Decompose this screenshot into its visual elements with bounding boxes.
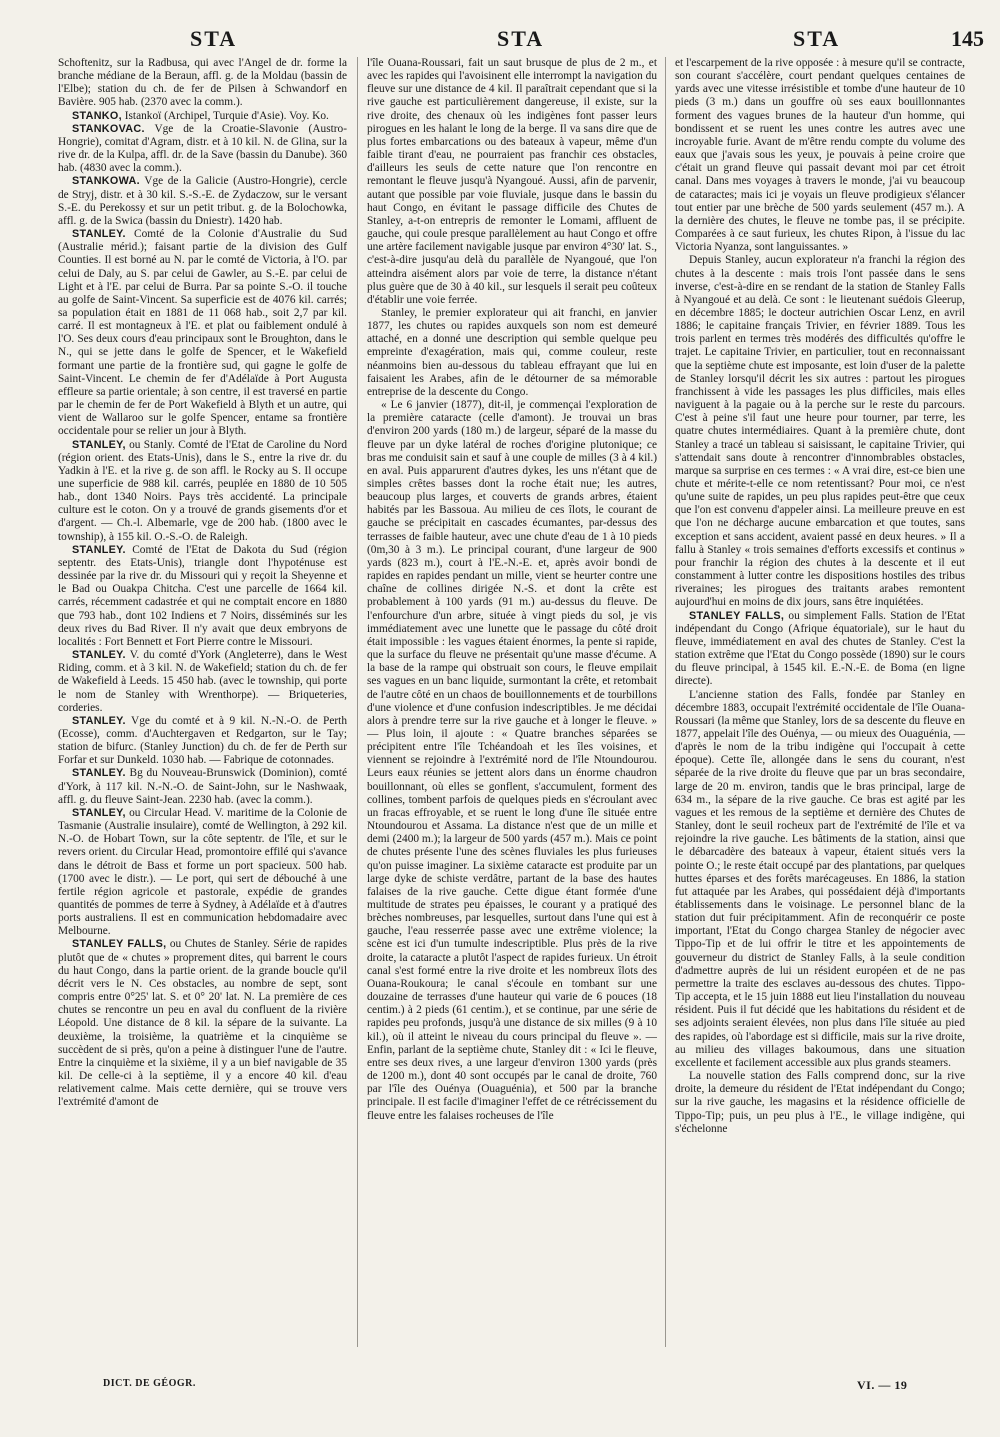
entry-paragraph: [58, 767, 347, 806]
entry-text: « Le 6 janvier (1877), dit-il, je commençai l'exploration de la première cataracte (celle d'amont). Je trouvai un bras d'environ 200 yards (180 m.) de largeur, séparé de la masse du fleuve par un dyke latéral de roches d'origine plutonique; ce bras me conduisit sain et sauf à une couple de milles (3 à 4 kil.) en aval. Puis apparurent d'autres dykes, les uns n'étant que de simples crêtes basses dont la roche était nue; les autres, beaucoup plus larges, et couverts de grands arbres, étaient habités par les Bassoua. Au milieu de ces îlots, le courant de gauche se précipitait en cascades écumantes, par-dessus des terrasses de faible hauteur, avec une chute d'eau de 1 à 10 pieds (0m,30 à 3 m.). Le principal courant, d'une largeur de 900 yards (823 m.), court à l'E.-N.-E. et, après avoir bondi de rapides en rapides pendant un mille, vient se heurter contre une chaîne de collines dirigée N.-S. et dont la crête est probablement à 100 yards (91 m.) au-dessus du fleuve. De l'enfourchure d'un arbre, située à vingt pieds du sol, je vis immédiatement avec une lunette que le passage du côté droit était impossible : les vagues étaient énormes, la pente si rapide, que la surface du fleuve ne présentait qu'une masse d'écume. A la base de la rampe qui obstruait son cours, le fleuve empilait ses vagues en un banc liquide, surmontant la crête, et retombait de l'autre côté en un chaos de bouillonnements et de tourbillons d'une violence et d'une confusion indescriptibles. Je me décidai alors à prendre terre sur la rive gauche et à longer le fleuve. » — Plus loin, il ajoute : « Quatre branches séparées se précipitent entre l'île Tchéandoah et les îles voisines, et viennent se rejoindre à l'extrémité nord de l'île Ntoundourou. Leurs eaux réunies se jettent alors dans un énorme chaudron bouillonnant, où elles se gonflent, s'accumulent, forment des collines, tombent parfois de quelques pieds en s'écroulant avec un fracas effroyable, et se ruent le long d'une île située entre Ntoundourou et Assama. La distance n'est que de un mille et demi (2400 m.); la largeur de 500 yards (457 m.). Mais ce point de chutes présente l'une des scènes fluviales les plus furieuses qu'on puisse imaginer. La sixième cataracte est produite par un large dyke de schiste verdâtre, partant de la base des hautes falaises de la rive gauche. Cette digue étant formée d'une multitude de strates peu épaisses, le courant y a pratiqué des brèches nombreuses, par lesquelles, surtout dans l'une qui est à gauche, l'eau resserrée passe avec une extrême violence; la scène est ici d'un tumulte indescriptible. Plus près de la rive droite, la cataracte a plutôt l'aspect de rapides furieux. Un étroit canal s'est formé entre la rive droite et les nombreux îlots des Ouana-Roukoura; le canal s'écoule en tombant sur une douzaine de terrasses d'une hauteur qui varie de 6 pouces (18 centim.) à 2 pieds (61 centim.), et se continue, par une série de rapides peu profonds, jusqu'à une distance de six milles (9 à 10 kil.), où il atteint le niveau du cours principal du fleuve ». — Enfin, parlant de la septième chute, Stanley dit : « Ici le fleuve, entre ses deux rives, a une largeur d'environ 1300 yards (près de 1200 m.), dont 40 sont occupés par le canal de droite, 760 par l'île des Ouénya (Ouaguénia), et 500 par la branche principale. Il est facile d'imaginer l'effet de ce rétrécissement du fleuve entre les falaises rocheuses de l'île: [367, 399, 657, 1122]
entry-paragraph: [675, 689, 965, 1071]
entry-text: ou simplement Falls. Station de l'Etat indépendant du Congo (Afrique équatoriale), sur le haut du fleuve, immédiatement en aval des chutes de Stanley. C'est la station extrême que l'Etat du Congo possède (1890) sur le cours du fleuve principal, à 1545 kil. E.-N.-E. de Boma (en ligne directe).: [675, 609, 965, 688]
entry-paragraph: [58, 807, 347, 939]
entry-headword: STANLEY.: [72, 543, 126, 556]
entry-paragraph: [58, 175, 347, 228]
entry-text: Bg du Nouveau-Brunswick (Dominion), comté d'York, à 117 kil. N.-N.-O. de Saint-John, sur le Nashwaak, affl. g. du fleuve Saint-Jean. 2230 hab. (avec la comm.).: [58, 767, 347, 806]
entry-paragraph: [367, 57, 657, 307]
entry-text: Comté de la Colonie d'Australie du Sud (Australie mérid.); faisant partie de la division des Gulf Counties. Il est borné au N. par le comté de Victoria, à l'O. par celui de Daly, au S. par celui de Gawler, au S.-E. par celui de Light et à l'E. par celui de Burra. Par sa pointe S.-O. il touche au golfe de Saint-Vincent. Sa superficie est de 4076 kil. carrés; sa population était en 1881 de 11 068 hab., soit 2,7 par kil. carré. Il est montagneux à l'E. et plat ou faiblement ondulé à l'O. Ses deux cours d'eau principaux sont le Broughton, dans le N., qui se jette dans le golfe de Spencer, et le Wakefield formant une partie de la frontière sud, qui gagne le golfe de Saint-Vincent. Le chemin de fer d'Adélaïde à Port Augusta effleure sa partie orientale; à son centre, il est traversé en partie par le chemin de fer de Port Wakefield à Blyth et un autre, qui vient de Wallaroo sur le golfe Spencer, entame sa frontière occidentale pour se relier un jour à Blyth.: [58, 228, 347, 438]
entry-headword: STANLEY,: [72, 438, 126, 451]
entry-text: et l'escarpement de la rive opposée : à mesure qu'il se contracte, son courant s'accélère, court pendant quelques centaines de yards avec une vitesse irrésistible et tombe d'une hauteur de 10 pieds (3 m.) dans un gouffre où ses eaux bouillonnantes forment des vagues brunes de la hauteur d'un homme, qui bondissent et se ruent les unes contre les autres avec une incroyable furie. Avant de m'être rendu compte du volume des eaux que j'avais sous les yeux, je pouvais à peine croire que c'était un grand fleuve qui passait devant moi par cet étroit canal. Dans mes voyages à travers le monde, j'ai vu beaucoup de cataractes; mais ici je voyais un fleuve prodigieux s'élancer tout entier par une brèche de 500 yards seulement (457 m.). A la dernière des chutes, le fleuve ne tombe pas, il se précipite. Comparées à ce saut furieux, les chutes Ripon, à l'issue du lac Victoria Nyanza, sont languissantes. »: [675, 57, 965, 254]
entry-paragraph: [58, 715, 347, 768]
entry-text: ou Circular Head. V. maritime de la Colonie de Tasmanie (Australie insulaire), comté de Wellington, à 292 kil. N.-O. de Hobart Town, sur la côte septentr. de l'île, et sur le revers orient. du Circular Head, promontoire effilé qui s'avance dans le détroit de Bass et forme un port spacieux. 500 hab. (1700 avec le distr.). — Le port, qui sert de débouché à une fertile région agricole et pastorale, expédie de grandes quantités de pommes de terre à Sydney, à Adélaïde et à d'autres ports australiens. Il est en communication hebdomadaire avec Melbourne.: [58, 806, 347, 938]
text-column-1: [58, 57, 347, 1355]
entry-text: V. du comté d'York (Angleterre), dans le West Riding, comm. et à 3 kil. N. de Wakefield; station du ch. de fer de Wakefield à Leeds. 15 450 hab. (avec le township, qui porte le nom de Stanley with Wrenthorpe). — Briqueteries, corderies.: [58, 649, 347, 714]
entry-headword: STANKO,: [72, 109, 122, 122]
running-head-left: STA: [190, 26, 238, 51]
entry-headword: STANLEY.: [72, 767, 126, 780]
entry-paragraph: [58, 938, 347, 1109]
running-head-right: STA: [793, 26, 841, 51]
entry-text: Vge de la Galicie (Austro-Hongrie), cercle de Stryj, distr. et à 30 kil. S.-S.-E. de Zydaczow, sur le versant S.-E. du Perekossy et sur un petit tribut. g. de la Bolochowka, affl. g. de la Swica (bassin du Dniestr). 1420 hab.: [58, 175, 347, 227]
entry-text: Vge de la Croatie-Slavonie (Austro-Hongrie), comitat d'Agram, distr. et à 10 kil. N. de Glina, sur la rive dr. de la Kulpa, affl. dr. de la Save (bassin du Danube). 360 hab. (4830 avec la comm.).: [58, 122, 347, 175]
entry-paragraph: [58, 57, 347, 110]
entry-paragraph: [675, 57, 965, 254]
column-rule-1: [357, 57, 358, 1347]
entry-text: l'île Ouana-Roussari, fait un saut brusque de plus de 2 m., et avec les rapides qui l'avoisinent elle interrompt la navigation du fleuve sur une distance de 4 kil. Il paraîtrait cependant que si la rive gauche est particulièrement dangereuse, il existe, sur la rive droite, des chenaux où les indigènes font passer leurs pirogues en les halant le long de la berge. Il va sans dire que de plus fortes embarcations ou des bateaux à vapeur, même d'un faible tirant d'eau, ne pourraient pas franchir ces obstacles, d'ailleurs les seuls de cette nature que l'on rencontre en remontant le fleuve jusqu'à Nyangoué. Aussi, afin de parvenir, autant que possible par voie fluviale, jusque dans le bassin du haut Congo, en évitant le passage difficile des Chutes de Stanley, a-t-on entrepris de remonter le Lomami, affluent de gauche, qui coule presque parallèlement au haut Congo et offre une artère facilement navigable jusque par environ 4°30' lat. S., c'est-à-dire jusqu'au delà du parallèle de Nyangoué, que l'on atteindra aisément alors par voie de terre, la distance n'étant plus guère que de 30 à 40 kil., sur lesquels il serait peu coûteux d'établir une voie ferrée.: [367, 57, 657, 306]
entry-headword: STANLEY.: [72, 649, 126, 662]
entry-paragraph: [58, 439, 347, 544]
entry-headword: STANLEY.: [72, 714, 126, 727]
entry-text: Comté de l'Etat de Dakota du Sud (région septentr. des Etats-Unis), triangle dont l'hypoténuse est dessinée par la rive dr. du Missouri qui y reçoit la Sheyenne et le Bad ou Ouakpa Chitcha. C'est une parcelle de 1664 kil. carrés, récemment cadastrée et qui ne comptait encore en 1880 que 793 hab., dont 102 Indiens et 7 Noirs, disséminés sur les deux rives du Bad River. Il n'y avait que deux embryons de localités : Fort Bennett et Fort Pierre contre le Missouri.: [58, 543, 347, 648]
entry-paragraph: [675, 610, 965, 689]
entry-headword: STANKOVAC.: [72, 122, 145, 135]
entry-text: La nouvelle station des Falls comprend donc, sur la rive droite, la demeure du résident de l'Etat indépendant du Congo; sur la rive gauche, les magasins et la résidence officielle de Tippo-Tip; puis, un peu plus à l'E., le village indigène, qui s'échelonne: [675, 1070, 965, 1135]
entry-paragraph: [367, 399, 657, 1123]
entry-text: Istankoï (Archipel, Turquie d'Asie). Voy. Ko.: [121, 109, 329, 122]
entry-text: Depuis Stanley, aucun explorateur n'a franchi la région des chutes à la descente : mais trois l'ont passée dans le sens inverse, c'est-à-dire en se rendant de la station de Stanley Falls à Nyangoué et au delà. Ce sont : le lieutenant suédois Gleerup, en décembre 1885; le docteur autrichien Oscar Lenz, en avril 1886; le capitaine français Trivier, en février 1889. Tous les trois parlent en termes très modérés des difficultés qu'offre le trajet. Le capitaine Trivier, en particulier, tout en reconnaissant que la septième chute est imposante, est loin d'user de la palette de Stanley lorsqu'il décrit les six autres : partout les pirogues franchissent à vide les passages les plus difficiles, mais elles naviguent à la pagaie ou à la perche sur le reste du parcours. C'est à peine s'il faut une heure pour tourner, par terre, les quatre chutes intermédiaires. Quant à la première chute, dont Stanley a tracé un tableau si saisissant, le capitaine Trivier, qui s'attendait sans doute à rencontrer d'innombrables obstacles, marque sa surprise en ces termes : « A vrai dire, est-ce bien une chute et mérite-t-elle ce nom retentissant? Pour moi, ce n'est qu'une suite de rapides, un peu plus rapides peut-être que ceux que l'on est convenu d'appeler ainsi. La meilleure preuve en est que l'on ne décharge aucune embarcation et que toutes, sans exception et sans accident, avaient passé en deux heures. » Il a fallu à Stanley « trois semaines d'efforts excessifs et continus » pour franchir la région des chutes à la descente et il eut constamment à lutter contre les dispositions hostiles des tribus riveraines; les pirogues des traitants arabes remontent aujourd'hui en moins de dix jours, sans être inquiétées.: [675, 254, 965, 609]
footer-signature: DICT. DE GÉOGR.: [103, 1378, 196, 1389]
entry-paragraph: [675, 254, 965, 609]
entry-paragraph: [675, 1070, 965, 1136]
entry-text: ou Stanly. Comté de l'Etat de Caroline du Nord (région orient. des Etats-Unis), dans le S., entre la rive dr. du Yadkin à l'E. et la rive g. de son affl. le Rocky au S. Il occupe une superficie de 988 kil. carrés, peuplée en 1880 de 10 505 hab., dont 1340 Noirs. Pays très accidenté. La principale culture est le coton. On y a trouvé de grands gisements d'or et d'argent. — Ch.-l. Albemarle, vge de 200 hab. (1800 avec le township), à 155 kil. O.-S.-O. de Raleigh.: [58, 438, 347, 543]
text-column-2: [367, 57, 657, 1355]
entry-headword: STANLEY FALLS,: [689, 609, 785, 622]
entry-headword: STANLEY.: [72, 228, 126, 241]
entry-headword: STANLEY FALLS,: [72, 938, 167, 951]
entry-paragraph: [367, 307, 657, 399]
entry-paragraph: [58, 649, 347, 715]
entry-text: Vge du comté et à 9 kil. N.-N.-O. de Perth (Ecosse), comm. d'Auchtergaven et Redgarton, sur le Tay; station de bifurc. (Stanley Junction) du ch. de fer de Perth sur Forfar et sur Dunkeld. 1030 hab. — Fabrique de cotonnades.: [58, 714, 347, 767]
text-column-3: [675, 57, 965, 1355]
entry-paragraph: [58, 228, 347, 439]
entry-headword: STANLEY,: [72, 806, 126, 819]
entry-text: ou Chutes de Stanley. Série de rapides plutôt que de « chutes » proprement dites, qui barrent le cours du haut Congo, dans la partie orient. de la grande boucle qu'il décrit vers le N. Ces obstacles, au nombre de sept, sont compris entre 0°25' lat. S. et 0° 20' lat. N. La première de ces chutes se rencontre un peu en aval du confluent de la rivière Léopold. Une distance de 8 kil. la sépare de la suivante. La deuxième, la troisième, la quatrième et la cinquième se succèdent de si près, qu'on a peine à distinguer l'une de l'autre. Entre la cinquième et la sixième, il y a un bief navigable de 35 kil. De celle-ci à la septième, il y a encore 40 kil. d'eau relativement calme. Mais cette dernière, qui se trouve vers l'extrémité d'amont de: [58, 938, 347, 1109]
entry-headword: STANKOWA.: [72, 175, 140, 188]
entry-text: L'ancienne station des Falls, fondée par Stanley en décembre 1883, occupait l'extrémité occidentale de l'île Ouana-Roussari (la même que Stanley, lors de sa descente du fleuve en 1877, appelait l'île des Ouénya, — ou mieux des Ouaguénia, — d'après le nom de la tribu indigène qui l'occupait à cette époque). Cette île, allongée dans le sens du courant, n'est séparée de la rive droite du fleuve que par un bras secondaire, large de 20 m. environ, tandis que le bras principal, large de 634 m., la sépare de la rive gauche. Ce bras est agité par les vagues et les remous de la septième et dernière des Chutes de Stanley, dont le seuil rocheux part de l'extrémité de l'île et va rejoindre la rive gauche. Les bâtiments de la station, ainsi que le débarcadère des bateaux à vapeur, étaient situés vers la pointe O.; le reste était occupé par des plantations, par quelques huttes éparses et des forêts marécageuses. En 1886, la station fut attaquée par les Arabes, qui possédaient déjà d'importants établissements dans le voisinage. Le personnel blanc de la station dut fuir précipitamment. Afin de reconquérir ce poste important, l'Etat du Congo chargea Stanley de négocier avec Tippo-Tip et de lui offrir le titre et les appointements de gouverneur du district de Stanley Falls, à la seule condition d'admettre auprès de lui un résident européen et de ne pas permettre la traite des esclaves au-dessous des chutes. Tippo-Tip accepta, et le 15 juin 1888 eut lieu l'installation du nouveau résident. Puis il fut décidé que les habitations du résident et de ses adjoints seraient élevées, non plus dans l'île située au pied des rapides, où l'abordage est si difficile, mais sur la rive droite, au milieu des villages bakoumous, dans une situation excellente et facilement accessible aux plus grands steamers.: [675, 688, 965, 1069]
entry-paragraph: [58, 110, 347, 123]
page-number: 145: [951, 26, 984, 51]
entry-text: Schoftenitz, sur la Radbusa, qui avec l'Angel de dr. forme la branche médiane de la Beraun, affl. g. de la Moldau (bassin de l'Elbe); station du ch. de fer de Pilsen à Schwandorf en Bavière. 905 hab. (2370 avec la comm.).: [58, 57, 347, 109]
footer-sheet-mark: VI. — 19: [857, 1378, 908, 1392]
entry-text: Stanley, le premier explorateur qui ait franchi, en janvier 1877, les chutes ou rapides auxquels son nom est demeuré attaché, en a donné une description qui semble quelque peu empreinte d'exagération, mais qui, comme couleur, reste néanmoins bien au-dessous du tableau effrayant que lui en faisaient les Arabes, afin de le détourner de sa mémorable entreprise de la descente du Congo.: [367, 306, 657, 398]
running-head-middle: STA: [497, 26, 545, 51]
entry-paragraph: [58, 123, 347, 176]
column-rule-2: [665, 57, 666, 1347]
entry-paragraph: [58, 544, 347, 649]
